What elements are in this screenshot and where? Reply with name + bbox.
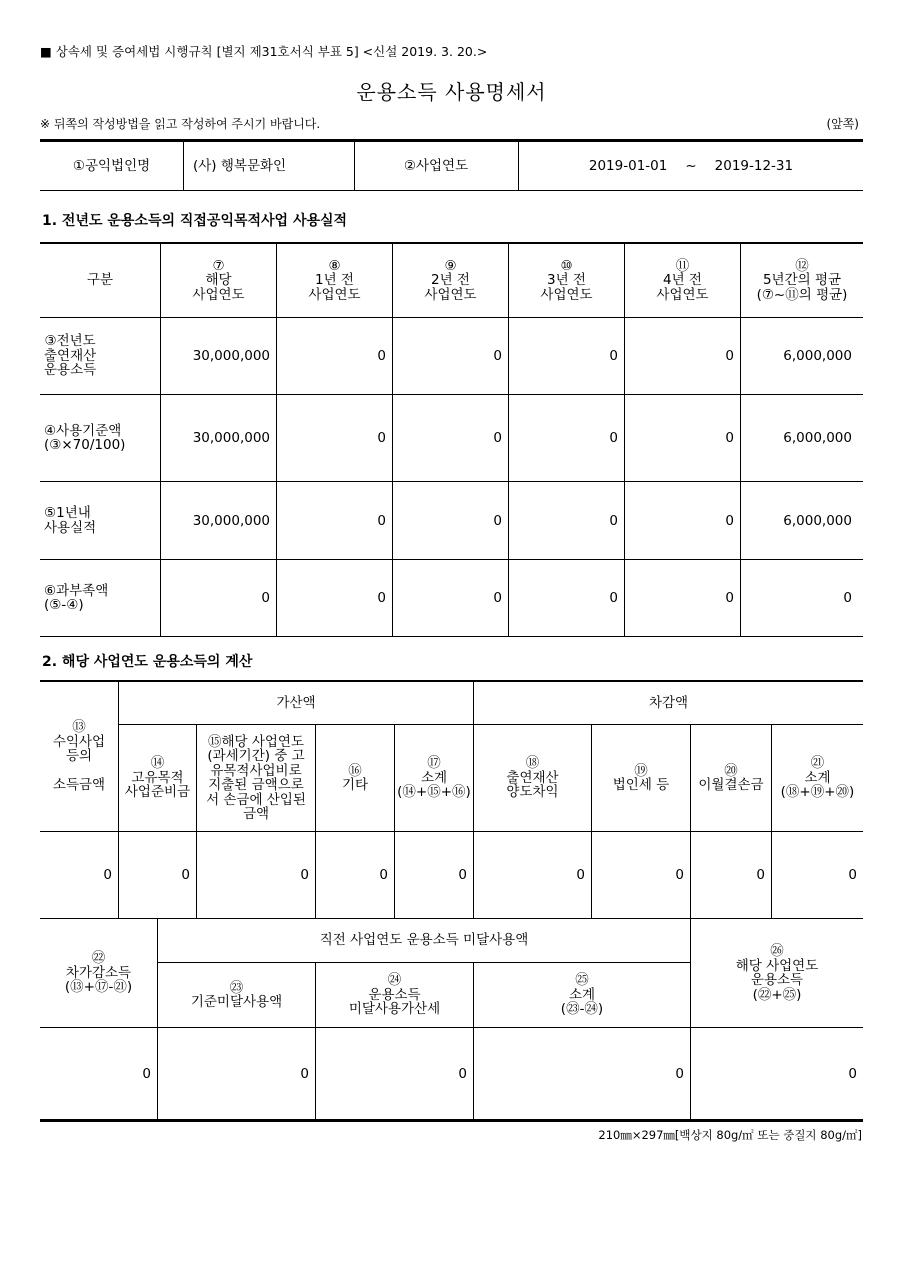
s2-header-sub-group: 차감액 bbox=[648, 694, 689, 711]
s1-row-label: ⑤1년내 사용실적 bbox=[44, 505, 97, 536]
s1-cell: 0 bbox=[493, 348, 502, 364]
s2-cell-col15: 0 bbox=[300, 867, 309, 883]
fiscal-year-label: ②사업연도 bbox=[403, 157, 469, 174]
s2-cell-col24: 0 bbox=[458, 1065, 467, 1082]
s2-cell-col17: 0 bbox=[458, 867, 467, 883]
s1-cell: 0 bbox=[843, 590, 852, 606]
s1-cell: 0 bbox=[377, 348, 386, 364]
s1-cell: 0 bbox=[377, 430, 386, 446]
s1-header-col11: ⑪ 4년 전 사업연도 bbox=[656, 257, 709, 303]
s2-cell-col19: 0 bbox=[675, 867, 684, 883]
s2-cell-col23: 0 bbox=[300, 1065, 309, 1082]
s1-cell: 6,000,000 bbox=[783, 348, 852, 364]
s2-cell-col16: 0 bbox=[379, 867, 388, 883]
s1-cell: 0 bbox=[609, 348, 618, 364]
corp-name-label: ①공익법인명 bbox=[72, 157, 151, 174]
s1-cell: 6,000,000 bbox=[783, 512, 852, 529]
s1-cell: 0 bbox=[493, 430, 502, 446]
info-bottom-border bbox=[40, 190, 863, 191]
s1-cell: 0 bbox=[725, 590, 734, 606]
s2-header-col16: ⑯ 기타 bbox=[341, 762, 369, 793]
notice: ※ 뒤쪽의 작성방법을 읽고 작성하여 주시기 바랍니다. bbox=[40, 117, 321, 131]
s2-header-col21: ㉑ 소계 (⑱+⑲+⑳) bbox=[780, 755, 855, 801]
page-side: (앞쪽) bbox=[826, 117, 859, 131]
s1-row-label: ③전년도 출연재산 운용소득 bbox=[44, 333, 97, 379]
s1-row-label: ④사용기준액 (③×70/100) bbox=[44, 422, 126, 453]
s2-header-col25: ㉕ 소계 (㉓-㉔) bbox=[560, 972, 604, 1018]
s2-cell-col22: 0 bbox=[142, 1065, 151, 1082]
s2-header-col22: ㉒ 차가감소득 (⑬+⑰-㉑) bbox=[64, 950, 133, 996]
s2-header-col18: ⑱ 출연재산 양도차익 bbox=[506, 755, 559, 801]
s2-cell-col18: 0 bbox=[576, 867, 585, 883]
s2-header-col19: ⑲ 법인세 등 bbox=[612, 762, 670, 793]
s1-cell: 0 bbox=[377, 590, 386, 606]
s2-header-col26: ㉖ 해당 사업연도 운용소득 (㉒+㉕) bbox=[735, 943, 819, 1003]
s1-header-category: 구분 bbox=[86, 272, 114, 289]
s1-header-col8: ⑧ 1년 전 사업연도 bbox=[308, 257, 361, 303]
s1-cell: 30,000,000 bbox=[192, 430, 270, 446]
paper-spec: 210㎜×297㎜[백상지 80g/㎡ 또는 중질지 80g/㎡] bbox=[598, 1128, 862, 1142]
s1-cell: 0 bbox=[725, 348, 734, 364]
s2-header-add-group: 가산액 bbox=[276, 694, 316, 711]
section2-title: 2. 해당 사업연도 운용소득의 계산 bbox=[42, 654, 253, 670]
s1-cell: 0 bbox=[609, 590, 618, 606]
s1-cell: 30,000,000 bbox=[192, 512, 270, 529]
s2-cell-col25: 0 bbox=[675, 1065, 684, 1082]
legal-basis: ■ 상속세 및 증여세법 시행규칙 [별지 제31호서식 부표 5] <신설 2019. 3. 20.> bbox=[40, 44, 488, 59]
s1-header-col10: ⑩ 3년 전 사업연도 bbox=[540, 257, 593, 303]
table-bottom-border bbox=[40, 1119, 863, 1122]
s2-header-col24: ㉔ 운용소득 미달사용가산세 bbox=[348, 972, 441, 1018]
fiscal-year-start: 2019-01-01 bbox=[588, 157, 668, 174]
s1-cell: 0 bbox=[261, 590, 270, 606]
s1-row-label: ⑥과부족액 (⑤-④) bbox=[44, 582, 109, 613]
s1-cell: 0 bbox=[493, 512, 502, 529]
s2-cell-col13: 0 bbox=[103, 867, 112, 883]
s1-header-col7: ⑦ 해당 사업연도 bbox=[192, 257, 245, 303]
s2-header-prev-group: 직전 사업연도 운용소득 미달사용액 bbox=[319, 932, 529, 949]
s1-header-col9: ⑨ 2년 전 사업연도 bbox=[424, 257, 477, 303]
s1-cell: 0 bbox=[377, 512, 386, 529]
s2-header-col17: ⑰ 소계 (⑭+⑮+⑯) bbox=[397, 755, 471, 801]
s1-cell: 6,000,000 bbox=[783, 430, 852, 446]
s2-header-col23: ㉓ 기준미달사용액 bbox=[190, 979, 283, 1010]
s2-cell-col21: 0 bbox=[848, 867, 857, 883]
fiscal-year-sep: ~ bbox=[685, 157, 697, 174]
fiscal-year-end: 2019-12-31 bbox=[714, 157, 794, 174]
s2-cell-col20: 0 bbox=[756, 867, 765, 883]
s1-header-col12: ⑫ 5년간의 평균 (⑦~⑪의 평균) bbox=[756, 257, 848, 303]
s2-header-col14: ⑭ 고유목적 사업준비금 bbox=[124, 755, 191, 801]
s1-cell: 30,000,000 bbox=[192, 348, 270, 364]
s2-header-col13: ⑬ 수익사업 등의 소득금액 bbox=[52, 719, 106, 794]
s2-header-col15: ⑮해당 사업연도 (과세기간) 중 고 유목적사업비로 지출된 금액으로 서 손금에 산입된 금액 bbox=[206, 733, 306, 822]
s2-cell-col26: 0 bbox=[848, 1065, 857, 1082]
s2-header-col20: ⑳ 이월결손금 bbox=[698, 762, 764, 793]
section1-title: 1. 전년도 운용소득의 직접공익목적사업 사용실적 bbox=[42, 213, 348, 229]
corp-name-value: (사) 행복문화인 bbox=[193, 157, 287, 174]
s1-cell: 0 bbox=[609, 430, 618, 446]
page-title: 운용소득 사용명세서 bbox=[356, 80, 547, 104]
s1-cell: 0 bbox=[725, 512, 734, 529]
fiscal-year-value bbox=[519, 142, 863, 190]
s2-cell-col14: 0 bbox=[181, 867, 190, 883]
s1-cell: 0 bbox=[609, 512, 618, 529]
s1-cell: 0 bbox=[725, 430, 734, 446]
s1-cell: 0 bbox=[493, 590, 502, 606]
